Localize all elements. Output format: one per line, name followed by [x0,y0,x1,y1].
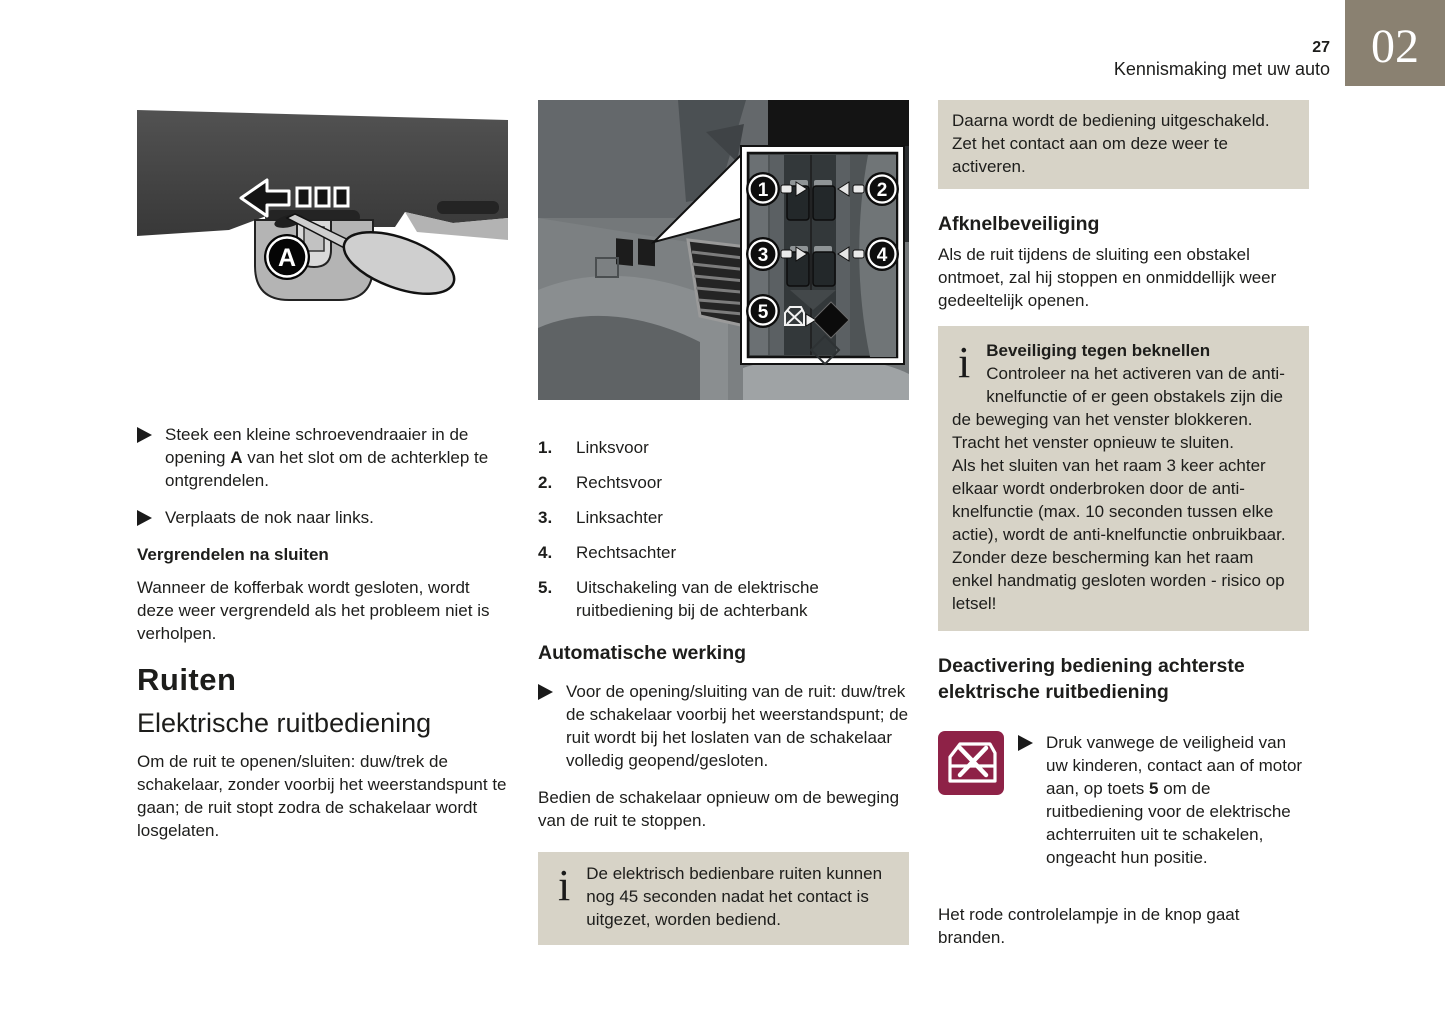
switch-label-1 [746,172,780,206]
info-text: Daarna wordt de bediening uitgeschakeld. Zet het contact aan om deze weer te activeren. [952,111,1270,176]
switch-label-5 [746,294,780,328]
info-line: Zonder deze bescherming kan het raam enkel handmatig gesloten worden - risico op letsel! [952,548,1285,613]
para-electric-windows: Om de ruit te openen/sluiten: duw/trek de schakelaar, zonder voorbij het weerstandspunt te gaan; de ruit stopt zodra de schakelaar wordt losgelaten. [137,752,507,840]
svg-text:5: 5 [757,302,769,323]
bullet-unlock-tailgate [137,423,508,492]
para-relock: Wanneer de kofferbak wordt gesloten, wordt deze weer vergrendeld als het probleem niet is verholpen. [137,578,490,643]
para-anti-pinch: Als de ruit tijdens de sluiting een obstakel ontmoet, zal hij stoppen en onmiddellijk weer gedeeltelijk openen. [938,245,1277,310]
subtitle-electric-windows: Elektrische ruitbediening [137,708,432,738]
list-item: 5. Uitschakeling van de elektrische ruitbediening bij de achterbank [538,578,819,620]
heading-anti-pinch: Afknelbeveiliging [938,213,1100,235]
triangle-bullet-icon [137,510,152,526]
label-a-badge [264,234,310,280]
svg-text:4: 4 [876,245,888,266]
bullet-text: Steek een kleine schroevendraaier in de opening A van het slot om de achterklep te ontgrendelen. [165,425,489,490]
heading-automatic-operation: Automatische werking [538,642,747,664]
svg-text:2: 2 [876,180,888,201]
para-stop-window: Bedien de schakelaar opnieuw om de beweging van de ruit te stoppen. [538,788,900,830]
para-warning-lamp: Het rode controlelampje in de knop gaat branden. [938,905,1240,947]
list-item: 1. Linksvoor [538,438,649,457]
deactivate-row [938,731,1309,869]
info-text: De elektrisch bedienbare ruiten kunnen nog 45 seconden nadat het contact is uitgezet, worden bediend. [586,864,883,929]
list-item: 3. Linksachter [538,508,663,527]
switch-label-4 [865,237,899,271]
section-title: Kennismaking met uw auto [1113,59,1330,79]
bullet-move-cam [137,506,508,529]
trunk-lock-figure [137,100,508,389]
triangle-bullet-icon [538,684,553,700]
triangle-bullet-icon [137,427,152,443]
window-switches-figure [538,100,909,406]
heading-deactivate-rear-windows: Deactivering bediening achterste elektrische ruitbediening [938,655,1245,703]
window-switches-inset [741,146,904,364]
label-a: A [277,244,297,272]
bullet-automatic-operation [538,680,909,772]
bullet-deactivate [1018,731,1309,869]
chapter-number-badge [1345,0,1445,86]
bullet-text: Druk vanwege de veiligheid van uw kinderen, contact aan of motor aan, op toets 5 om de ruitbediening voor de elektrische achterruiten uit te schakelen, ongeacht hun positie. [1046,733,1303,867]
door-panel-illustration [538,100,909,400]
svg-text:1: 1 [757,180,769,201]
switch-legend-list [538,436,909,622]
chapter-number: 02 [1371,19,1419,73]
switch-label-3 [746,237,780,271]
title-windows: Ruiten [137,662,237,697]
info-icon: i [958,338,971,387]
info-line: Tracht het venster opnieuw te sluiten. [952,433,1234,452]
info-box-deactivated [938,100,1309,189]
switch-label-2 [865,172,899,206]
list-item: 4. Rechtsachter [538,543,677,562]
info-line: Controleer na het activeren van de anti-knelfunctie of er geen obstakels zijn die de beweging van het venster blokkeren. [952,364,1285,429]
trunk-lock-illustration [137,100,508,383]
left-column [137,100,508,842]
triangle-bullet-icon [1018,735,1033,751]
info-icon: i [558,861,571,910]
window-disable-icon [938,731,1004,795]
svg-text:3: 3 [757,245,769,266]
middle-column [538,100,909,945]
info-box-title: Beveiliging tegen beknellen [986,341,1211,360]
bullet-text: Verplaats de nok naar links. [165,508,374,527]
bullet-text: Voor de opening/sluiting van de ruit: duw/trek de schakelaar voorbij het weerstandspunt; de ruit wordt bij het loslaten van de schakelaar volledig geopend/gesloten. [566,682,909,770]
page-number: 27 [1312,39,1330,56]
info-box-anti-pinch [938,326,1309,631]
list-item: 2. Rechtsvoor [538,473,662,492]
right-column [938,100,1309,949]
info-box-45-seconds [538,852,909,945]
info-line: Als het sluiten van het raam 3 keer achter elkaar wordt onderbroken door de anti-knelfunctie (max. 10 seconden tussen elke actie), wordt de anti-knelfunctie onbruikbaar. [952,456,1286,544]
heading-relock: Vergrendelen na sluiten [137,545,329,564]
